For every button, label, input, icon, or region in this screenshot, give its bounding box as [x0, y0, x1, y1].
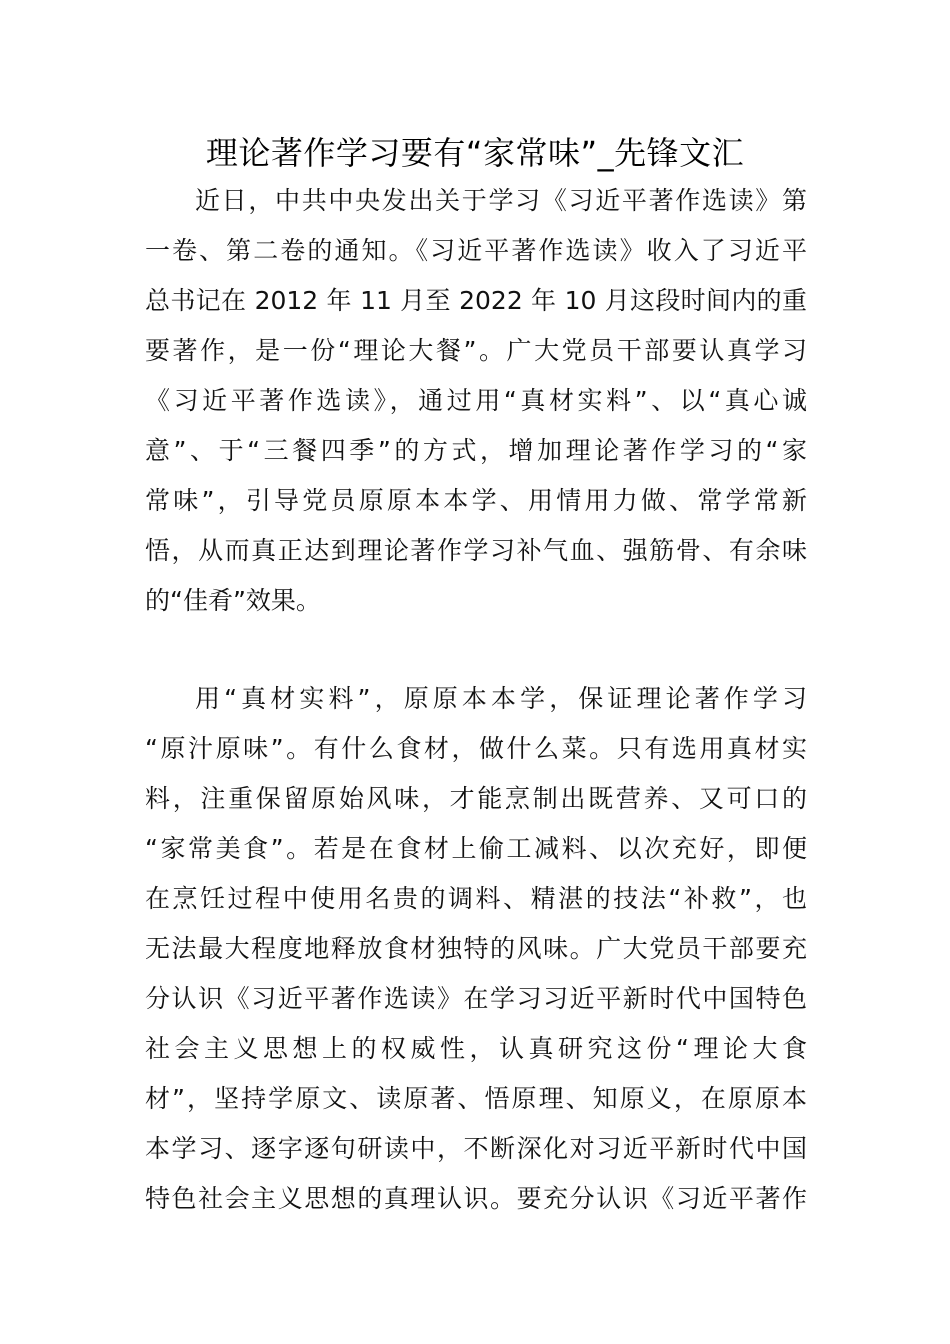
paragraph-line: 常味”，引导党员原原本本学、用情用力做、常学常新	[145, 486, 807, 515]
paragraph-line: 材”，坚持学原文、读原著、悟原理、知原义，在原原本	[145, 1084, 807, 1113]
paragraph-line: 本学习、逐字逐句研读中，不断深化对习近平新时代中国	[145, 1134, 807, 1163]
paragraph-line: 无法最大程度地释放食材独特的风味。广大党员干部要充	[145, 934, 807, 963]
paragraph-line: 近日，中共中央发出关于学习《习近平著作选读》第	[195, 186, 807, 215]
paragraph-line: 意”、于“三餐四季”的方式，增加理论著作学习的“家	[145, 436, 807, 465]
paragraph-line: “家常美食”。若是在食材上偷工减料、以次充好，即便	[145, 834, 807, 863]
paragraph-line: 的“佳肴”效果。	[145, 586, 321, 615]
paragraph-1	[145, 176, 807, 626]
paragraph-line: 要著作，是一份“理论大餐”。广大党员干部要认真学习	[145, 336, 807, 365]
paragraph-line: 社会主义思想上的权威性，认真研究这份“理论大食	[145, 1034, 807, 1063]
paragraph-line: 特色社会主义思想的真理认识。要充分认识《习近平著作	[145, 1184, 807, 1213]
paragraph-line: 总书记在 2012 年 11 月至 2022 年 10 月这段时间内的重	[145, 286, 807, 315]
paragraph-line: “原汁原味”。有什么食材，做什么菜。只有选用真材实	[145, 734, 807, 763]
paragraph-line: 分认识《习近平著作选读》在学习习近平新时代中国特色	[145, 984, 807, 1013]
paragraph-line: 《习近平著作选读》，通过用“真材实料”、以“真心诚	[145, 386, 807, 415]
paragraph-line: 悟，从而真正达到理论著作学习补气血、强筋骨、有余味	[145, 536, 807, 565]
paragraph-line: 一卷、第二卷的通知。《习近平著作选读》收入了习近平	[145, 236, 807, 265]
paragraph-line: 用“真材实料”，原原本本学，保证理论著作学习	[195, 684, 807, 713]
paragraph-line: 料，注重保留原始风味，才能烹制出既营养、又可口的	[145, 784, 807, 813]
paragraph-line: 在烹饪过程中使用名贵的调料、精湛的技法“补救”，也	[145, 884, 807, 913]
paragraph-2	[145, 674, 807, 1224]
document-title: 理论著作学习要有“家常味”_先锋文汇	[205, 134, 745, 172]
